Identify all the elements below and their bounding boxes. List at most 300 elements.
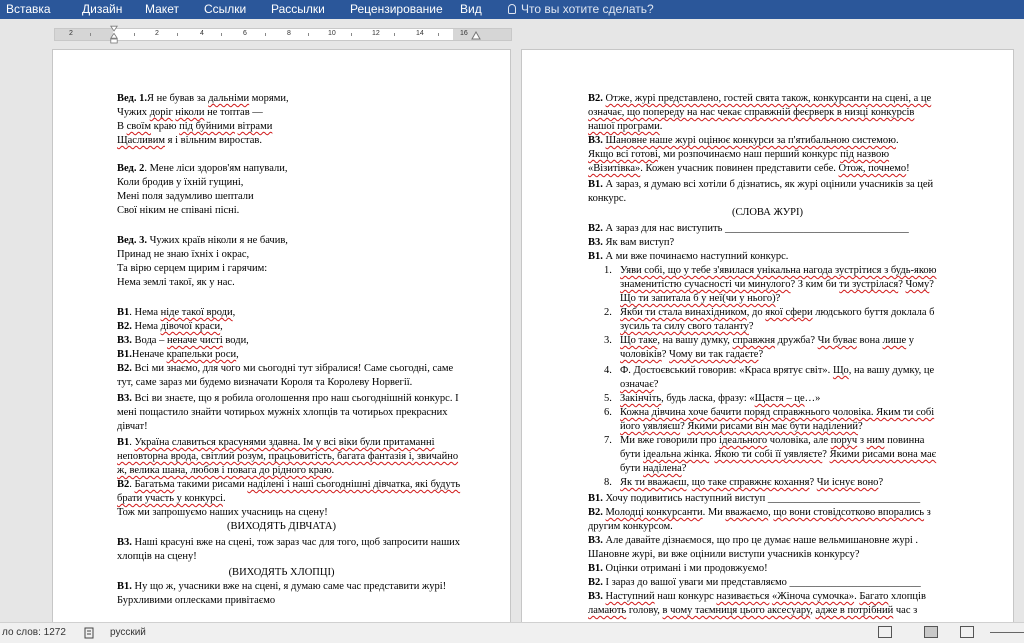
text-line [117, 176, 243, 189]
text-run: наш конкурс [654, 591, 717, 602]
text-run: Тож ми запрошуємо наших учасниць на сцену! [117, 507, 328, 518]
text-run: я і вільним виростав. [165, 135, 262, 146]
text-line [117, 234, 288, 247]
text-run: неповторна врода, світлий розум, працьовитість, багата фантазія і, звичайно [117, 451, 459, 462]
text-run: Свої ніким не співані пісні. [117, 205, 240, 216]
text-run: дружба? [775, 335, 818, 346]
text-run: . [659, 121, 663, 132]
text-run: . [709, 449, 715, 460]
text-run: його уявляєш [620, 421, 681, 432]
text-run: ? [822, 449, 830, 460]
speaker-label: В1. [588, 179, 603, 190]
text-run: Принад не знаю їхніх і окрас, [117, 249, 250, 260]
text-run: , [768, 507, 774, 518]
text-line [588, 604, 917, 617]
speaker-label: В2. [117, 363, 132, 374]
text-run: якої сфери [765, 307, 813, 318]
text-run: , будь ласка, фразу: « [661, 393, 755, 404]
speaker-label: Вед. 1. [117, 93, 147, 104]
speaker-label: В1. [588, 563, 603, 574]
text-run: Я не бував за [146, 93, 209, 104]
speaker-label: В1. [588, 493, 603, 504]
text-run: , [236, 349, 239, 360]
text-run: крапельки роси [166, 349, 237, 360]
text-run: Щастя – це [754, 393, 805, 404]
text-line [117, 120, 272, 133]
text-run: ? [661, 349, 670, 360]
ruler-label: 12 [372, 30, 380, 37]
text-run: ніколи [175, 107, 205, 118]
speaker-label: В1. [588, 251, 603, 262]
text-run: Як ти вважаєш [620, 477, 687, 488]
text-run: Кожна дівчина хоче бачити поряд справжнього чоловіка. Яким ти собі [620, 407, 935, 418]
text-line [620, 420, 863, 433]
text-run: . [129, 479, 135, 490]
text-line [588, 120, 662, 133]
status-bar [0, 622, 1024, 643]
text-line [604, 364, 934, 377]
text-run: Якими рисами він має бути наділений [687, 421, 859, 432]
text-line [117, 392, 459, 405]
speaker-label: В1. [117, 581, 132, 592]
text-line [117, 134, 262, 147]
text-line [604, 334, 914, 347]
speaker-label: В1. [117, 349, 132, 360]
text-run: чоловіків [620, 349, 662, 360]
read-mode-icon[interactable] [878, 626, 892, 638]
text-run: Україна славиться красунями здавна. Ім у всі віки були притаманні [134, 437, 435, 448]
text-run: Шановне журі, ви вже оцінили виступи учасників конкурсу? [588, 549, 860, 560]
text-line [588, 134, 899, 147]
text-line [117, 492, 226, 505]
text-run: Як вам виступ? [602, 237, 675, 248]
text-line [604, 264, 937, 277]
text-line [117, 204, 239, 217]
text-run: бути [620, 463, 644, 474]
ruler-label: 6 [243, 30, 247, 37]
text-run: В [117, 121, 127, 132]
text-run: поруч [830, 435, 858, 446]
text-run: вважаємо [725, 507, 769, 518]
ruler-left-margin [55, 29, 113, 40]
speaker-label: В3. [117, 393, 132, 404]
text-run: у [906, 335, 915, 346]
text-run: Отже, журі представлено, гостей свята також, конкурсанти на сцені, а це [605, 93, 932, 104]
text-run: тут, саме зараз ми будемо визначати Короля та Королеву Норвегії. [117, 377, 413, 388]
text-run: людського буття доклала б [812, 307, 935, 318]
text-run: …» [804, 393, 821, 404]
text-run: ? [758, 349, 764, 360]
speaker-label: В1 [117, 307, 130, 318]
speaker-label: В1 [117, 437, 130, 448]
web-layout-icon[interactable] [960, 626, 974, 638]
text-run: морями, [249, 93, 289, 104]
text-line [604, 476, 883, 489]
text-run: Ми вже говорили про [620, 435, 720, 446]
text-line [117, 162, 287, 175]
text-run: з [924, 507, 931, 518]
text-run: . Кожен учасник повинен представити себе. [640, 163, 839, 174]
text-run: , на вашу думку, це [848, 365, 935, 376]
text-line [117, 106, 263, 119]
text-line [620, 320, 754, 333]
text-run: повинна [884, 435, 925, 446]
text-run: Щасливим [117, 135, 165, 146]
text-run: . [854, 591, 860, 602]
text-line [117, 420, 148, 433]
text-run: в чому таємниця цього аксесуару [662, 605, 811, 616]
text-run: ж, велика шана, любов і повага до рідного краю [117, 465, 332, 476]
tell-me-text: Что вы хотите сделать? [521, 2, 654, 16]
document-page-left[interactable] [52, 49, 511, 629]
text-run: Якими рисами вона має [829, 449, 937, 460]
text-run: ? [858, 421, 863, 432]
text-run: хлопців на сцену! [117, 551, 197, 562]
text-run: Отож, почнемо [838, 163, 907, 174]
text-run: не топтав — [204, 107, 263, 118]
text-run: ти зустрілася [839, 279, 899, 290]
tab-insert[interactable]: Вставка [6, 2, 51, 16]
text-line [588, 92, 931, 105]
horizontal-ruler[interactable] [54, 28, 512, 41]
text-run: Що ти запитала б у неї(чи у нього) [620, 293, 776, 304]
text-run: наділена [643, 463, 682, 474]
text-run: А ми вже починаємо наступний конкурс. [602, 251, 789, 262]
text-run: ? [681, 463, 687, 474]
ruler-label: 14 [416, 30, 424, 37]
tab-references[interactable]: Ссылки [204, 2, 247, 16]
text-line [588, 250, 788, 263]
speaker-label: В3. [588, 591, 603, 602]
text-run: такими рисами [174, 479, 248, 490]
speaker-label: Вед. 2 [117, 163, 145, 174]
text-run: ним [866, 435, 885, 446]
tell-me-box[interactable] [508, 2, 654, 16]
text-line [588, 162, 910, 175]
text-line [117, 348, 239, 361]
text-run: . Мене ліси здоров'ям напували, [144, 163, 288, 174]
text-line [117, 406, 448, 419]
text-run: Всі ви знаєте, що я робила оголошення про наш сьогоднішній конкурс. І [131, 393, 459, 404]
text-run: Хочу подивитись наступний виступ _____________________________ [602, 493, 921, 504]
text-run: , [220, 321, 223, 332]
text-run: 1. [604, 265, 612, 276]
text-run: що таке справжнє кохання [691, 477, 810, 488]
text-run: , ми розпочинаємо наш перший конкурс [657, 149, 841, 160]
speaker-label: В3. [588, 535, 603, 546]
text-run: ніде такої вроди [160, 307, 233, 318]
text-run: Якою ти собі її уявляєте [714, 449, 823, 460]
text-line [117, 464, 334, 477]
text-line [588, 534, 918, 547]
text-run: 3. [604, 335, 612, 346]
text-run: неначе чисті [166, 335, 223, 346]
text-run: , до [746, 307, 766, 318]
text-line [588, 548, 860, 561]
text-run: Багато [859, 591, 889, 602]
speaker-label: В2. [588, 507, 603, 518]
text-run: наділені і наші сьогоднішні дівчатка, які будуть [247, 479, 461, 490]
text-run: означає, що попереду на нас чекає справжній феєрверк в низці конкурсів [588, 107, 915, 118]
text-run: своїм [126, 121, 151, 132]
text-run: доріг [149, 107, 173, 118]
text-run: 6. [604, 407, 612, 418]
text-run: А зараз, я думаю всі хотіли б дізнатись, як журі оцінили учасників за цей [602, 179, 934, 190]
text-run: (СЛОВА ЖУРІ) [731, 207, 804, 218]
text-run: Чи буває [817, 335, 857, 346]
tab-view[interactable]: Вид [460, 2, 482, 16]
text-run: Неначе [131, 349, 167, 360]
text-run: ? [653, 379, 659, 390]
speaker-label: В3. [588, 135, 603, 146]
document-page-right[interactable] [521, 49, 1014, 629]
text-line [588, 562, 768, 575]
text-run: що вони стовідсотково впорались [773, 507, 925, 518]
text-run: ідеальна жінка [643, 449, 710, 460]
text-line [620, 462, 686, 475]
text-run: ? [878, 477, 884, 488]
text-run: Чому [905, 279, 930, 290]
text-run: , [232, 307, 236, 318]
speaker-label: В2 [117, 479, 130, 490]
text-run: Чи існує воно [816, 477, 879, 488]
speaker-label: В2. [117, 321, 132, 332]
text-run: А зараз для нас виступить ___________________________________ [602, 223, 909, 234]
text-run: означає [620, 379, 654, 390]
text-run: ? [898, 279, 906, 290]
text-run: ? [680, 421, 688, 432]
text-run: 8. [604, 477, 612, 488]
text-run: Мені поля задумливо шептали [117, 191, 254, 202]
text-run: Бурхливими оплесками привітаємо [117, 595, 276, 606]
speaker-label: В3. [117, 537, 132, 548]
tab-layout[interactable]: Макет [145, 2, 179, 16]
text-run: «Візитівка» [588, 163, 641, 174]
text-run: дівочої краси [160, 321, 221, 332]
text-line [117, 306, 235, 319]
text-run: ? [929, 279, 934, 290]
text-run: хлопців [888, 591, 926, 602]
text-line [588, 106, 914, 119]
text-run: . [129, 437, 135, 448]
text-line [588, 192, 626, 205]
text-run: Уяви собі, що у тебе з'явилася унікальна нагода зустрітися з будь-якою [620, 265, 937, 276]
text-run: . Ми [702, 507, 726, 518]
text-run: ? [809, 477, 817, 488]
text-line [620, 448, 936, 461]
text-line [588, 492, 920, 505]
text-line [117, 478, 460, 491]
text-line [117, 450, 458, 463]
text-run: знаменитістю сучасності чи минулого [620, 279, 791, 290]
text-run: мені пощастило знайти чотирьох мужніх хлопців та чотирьох прекрасних [117, 407, 448, 418]
text-line [117, 362, 453, 375]
text-run: нашої програми [588, 121, 660, 132]
text-run: . [223, 493, 226, 504]
ruler-label: 4 [200, 30, 204, 37]
text-run: брати участь у конкурсі [117, 493, 224, 504]
text-run: Вода – [131, 335, 167, 346]
text-run: дальніми [208, 93, 250, 104]
speaker-label: В2. [588, 223, 603, 234]
text-line [117, 376, 412, 389]
text-run: 2. [604, 307, 612, 318]
text-run: Чужих [117, 107, 150, 118]
text-run: Чужих країв ніколи я не бачив, [146, 235, 288, 246]
text-run: краю [151, 121, 180, 132]
text-run: Коли бродив у їхній гущині, [117, 177, 244, 188]
text-line [117, 320, 223, 333]
text-run: Що таке [620, 335, 658, 346]
text-line [604, 306, 935, 319]
text-run: справжня [732, 335, 776, 346]
text-run: конкурс. [588, 193, 627, 204]
tab-review[interactable]: Рецензирование [350, 2, 443, 16]
text-run: лише [882, 335, 907, 346]
text-run: час з [893, 605, 918, 616]
text-run: . [896, 135, 899, 146]
text-run: Багатьма [134, 479, 175, 490]
text-run: 7. [604, 435, 612, 446]
text-run: другим конкурсом. [588, 521, 673, 532]
text-line [620, 292, 780, 305]
text-run: . [331, 465, 335, 476]
text-line [53, 566, 510, 579]
tab-design[interactable]: Дизайн [82, 2, 123, 16]
text-run: ! [906, 163, 910, 174]
text-line [620, 278, 934, 291]
text-line [588, 520, 673, 533]
text-run: . Нема [129, 307, 161, 318]
text-run: дівчат! [117, 421, 148, 432]
text-run: Якщо всі готові [588, 149, 658, 160]
text-run: чоловіка, але [767, 435, 831, 446]
text-run: Що [832, 365, 849, 376]
speaker-label: В3. [588, 237, 603, 248]
text-line [117, 436, 435, 449]
text-run: голову, [626, 605, 663, 616]
text-run: Закінчіть [620, 393, 662, 404]
text-line [117, 594, 275, 607]
text-line [117, 262, 267, 275]
text-run: , [810, 605, 816, 616]
text-line [588, 506, 931, 519]
text-run: Шановне наше журі оцінює конкурси за п'ятибальною системою [605, 135, 896, 146]
text-run: ? [748, 321, 754, 332]
text-run: вона [856, 335, 883, 346]
text-run: адже в потрібний [815, 605, 894, 616]
speaker-label: В2. [588, 577, 603, 588]
text-run: Наші красуні вже на сцені, тож зараз час для того, щоб запросити наших [131, 537, 461, 548]
text-run: Нема [131, 321, 161, 332]
speaker-label: Вед. 3. [117, 235, 147, 246]
text-line [620, 348, 763, 361]
text-run: Але давайте дізнаємося, що про це думає наше вельмишановне журі . [602, 535, 919, 546]
text-run: ламають [588, 605, 627, 616]
text-line [117, 92, 289, 105]
language-indicator[interactable]: русский [110, 627, 146, 638]
text-run: 5. [604, 393, 612, 404]
text-run: ? З ким би [790, 279, 840, 290]
text-line [588, 590, 926, 603]
text-run: з [857, 435, 867, 446]
lightbulb-icon [508, 4, 516, 14]
text-line [588, 148, 889, 161]
text-run: Оцінки отримані і ми продовжуємо! [602, 563, 768, 574]
text-line [117, 536, 460, 549]
proofing-icon[interactable] [84, 627, 96, 639]
text-line [117, 580, 446, 593]
speaker-label: В3. [117, 335, 132, 346]
ruler-label: 2 [69, 30, 73, 37]
text-line [117, 506, 328, 519]
text-run: називається [716, 591, 770, 602]
text-run: бути [620, 449, 644, 460]
text-run: Всі ми знаємо, для чого ми сьогодні тут зібралися! Саме сьогодні, саме [131, 363, 454, 374]
text-line [588, 178, 933, 191]
text-run: Ну що ж, учасники вже на сцені, я думаю саме час представити журі! [131, 581, 447, 592]
ruler-label: 10 [328, 30, 336, 37]
text-run: Якби ти стала винахідником [620, 307, 747, 318]
ruler-bar [0, 19, 1024, 46]
text-run: Молодці конкурсанти [605, 507, 703, 518]
text-run: зусиль та силу свого таланту [620, 321, 749, 332]
text-line [117, 276, 235, 289]
ruler-label: 16 [460, 30, 468, 37]
text-run: під назвою [840, 149, 890, 160]
text-run: вітрами [237, 121, 273, 132]
text-run: Чому ви так гадаєте [669, 349, 759, 360]
text-line [53, 520, 510, 533]
text-run: води, [222, 335, 249, 346]
text-line [620, 378, 658, 391]
text-run: Нема землі такої, як у нас. [117, 277, 235, 288]
text-run: ідеального [719, 435, 768, 446]
text-run: під буйними [179, 121, 235, 132]
text-line [588, 576, 921, 589]
text-line [604, 406, 934, 419]
text-run: «Жіноча сумочка» [771, 591, 855, 602]
text-line [588, 222, 909, 235]
speaker-label: В2. [588, 93, 603, 104]
ruler-label: 2 [155, 30, 159, 37]
ruler-label: 8 [287, 30, 291, 37]
text-line [117, 248, 249, 261]
tab-mailings[interactable]: Рассылки [271, 2, 325, 16]
text-line [117, 334, 249, 347]
right-indent-marker[interactable] [470, 28, 482, 40]
text-run: , [686, 477, 692, 488]
text-line [604, 434, 924, 447]
text-run: ? [775, 293, 781, 304]
text-run: , на вашу думку, [657, 335, 733, 346]
zoom-slider[interactable] [990, 632, 1024, 633]
word-count[interactable]: ло слов: 1272 [2, 627, 66, 638]
text-run: Та вірю серцем щирим і гарячим: [117, 263, 268, 274]
ribbon-tabs [0, 0, 1024, 19]
text-run: 4. [604, 365, 612, 376]
text-run: І зараз до вашої уваги ми представляємо _________________________ [602, 577, 921, 588]
text-run: Наступний [605, 591, 655, 602]
text-run: Ф. Достоєвський говорив: «Краса врятує світ». [620, 365, 833, 376]
print-layout-icon[interactable] [924, 626, 938, 638]
text-line [604, 392, 820, 405]
text-line [117, 550, 197, 563]
indent-marker[interactable] [110, 24, 118, 46]
text-line [522, 206, 1013, 219]
text-run: (ВИХОДЯТЬ ХЛОПЦІ) [228, 567, 335, 578]
text-line [588, 236, 674, 249]
